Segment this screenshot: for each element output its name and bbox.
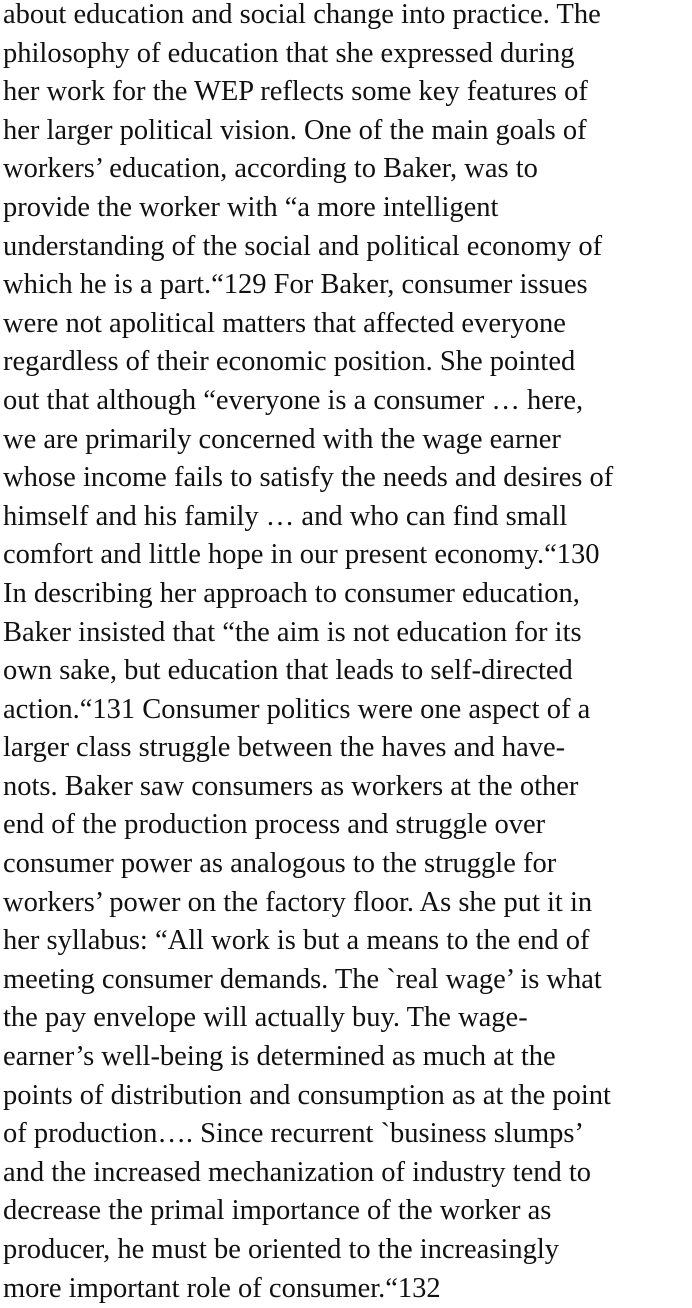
text-line: regardless of their economic position. She pointed [3,346,576,378]
text-line: and the increased mechanization of industry tend to [3,1156,592,1188]
text-line: whose income fails to satisfy the needs and desires of [3,462,614,494]
text-line: workers’ power on the factory floor. As she put it in [3,886,593,918]
text-line: the pay envelope will actually buy. The wage- [3,1002,528,1034]
text-line: about education and social change into practice. The [3,0,601,30]
body-text [3,0,689,1308]
text-line: decrease the primal importance of the worker as [3,1195,552,1227]
text-line: own sake, but education that leads to self-directed [3,655,573,687]
text-line: understanding of the social and political economy of [3,230,603,262]
text-line: action.“131 Consumer politics were one aspect of a [3,693,591,725]
text-line: Baker insisted that “the aim is not education for its [3,616,582,648]
text-line: her syllabus: “All work is but a means to the end of [3,925,590,957]
text-line: her work for the WEP reflects some key features of [3,76,588,108]
text-line: out that although “everyone is a consumer … here, [3,384,584,416]
text-line: of production…. Since recurrent `business slumps’ [3,1118,584,1150]
text-line: points of distribution and consumption as at the point [3,1079,611,1111]
text-line: larger class struggle between the haves and have- [3,732,566,764]
text-line: nots. Baker saw consumers as workers at the other [3,770,579,802]
text-line: provide the worker with “a more intelligent [3,191,499,223]
text-line: end of the production process and struggle over [3,809,546,841]
text-line: meeting consumer demands. The `real wage’ is what [3,963,602,995]
text-line: consumer power as analogous to the struggle for [3,848,557,880]
text-line: more important role of consumer.“132 [3,1272,441,1304]
text-line: were not apolitical matters that affected everyone [3,307,566,339]
text-line: philosophy of education that she expressed during [3,37,575,69]
text-line: himself and his family … and who can find small [3,500,568,532]
text-line: producer, he must be oriented to the increasingly [3,1234,560,1265]
text-line: In describing her approach to consumer education, [3,577,580,609]
text-line: earner’s well-being is determined as much at the [3,1041,556,1073]
text-line: workers’ education, according to Baker, was to [3,153,538,185]
text-line: we are primarily concerned with the wage earner [3,423,561,455]
text-line: which he is a part.“129 For Baker, consumer issues [3,269,588,301]
text-line: comfort and little hope in our present economy.“130 [3,539,600,571]
text-line: her larger political vision. One of the main goals of [3,114,587,146]
